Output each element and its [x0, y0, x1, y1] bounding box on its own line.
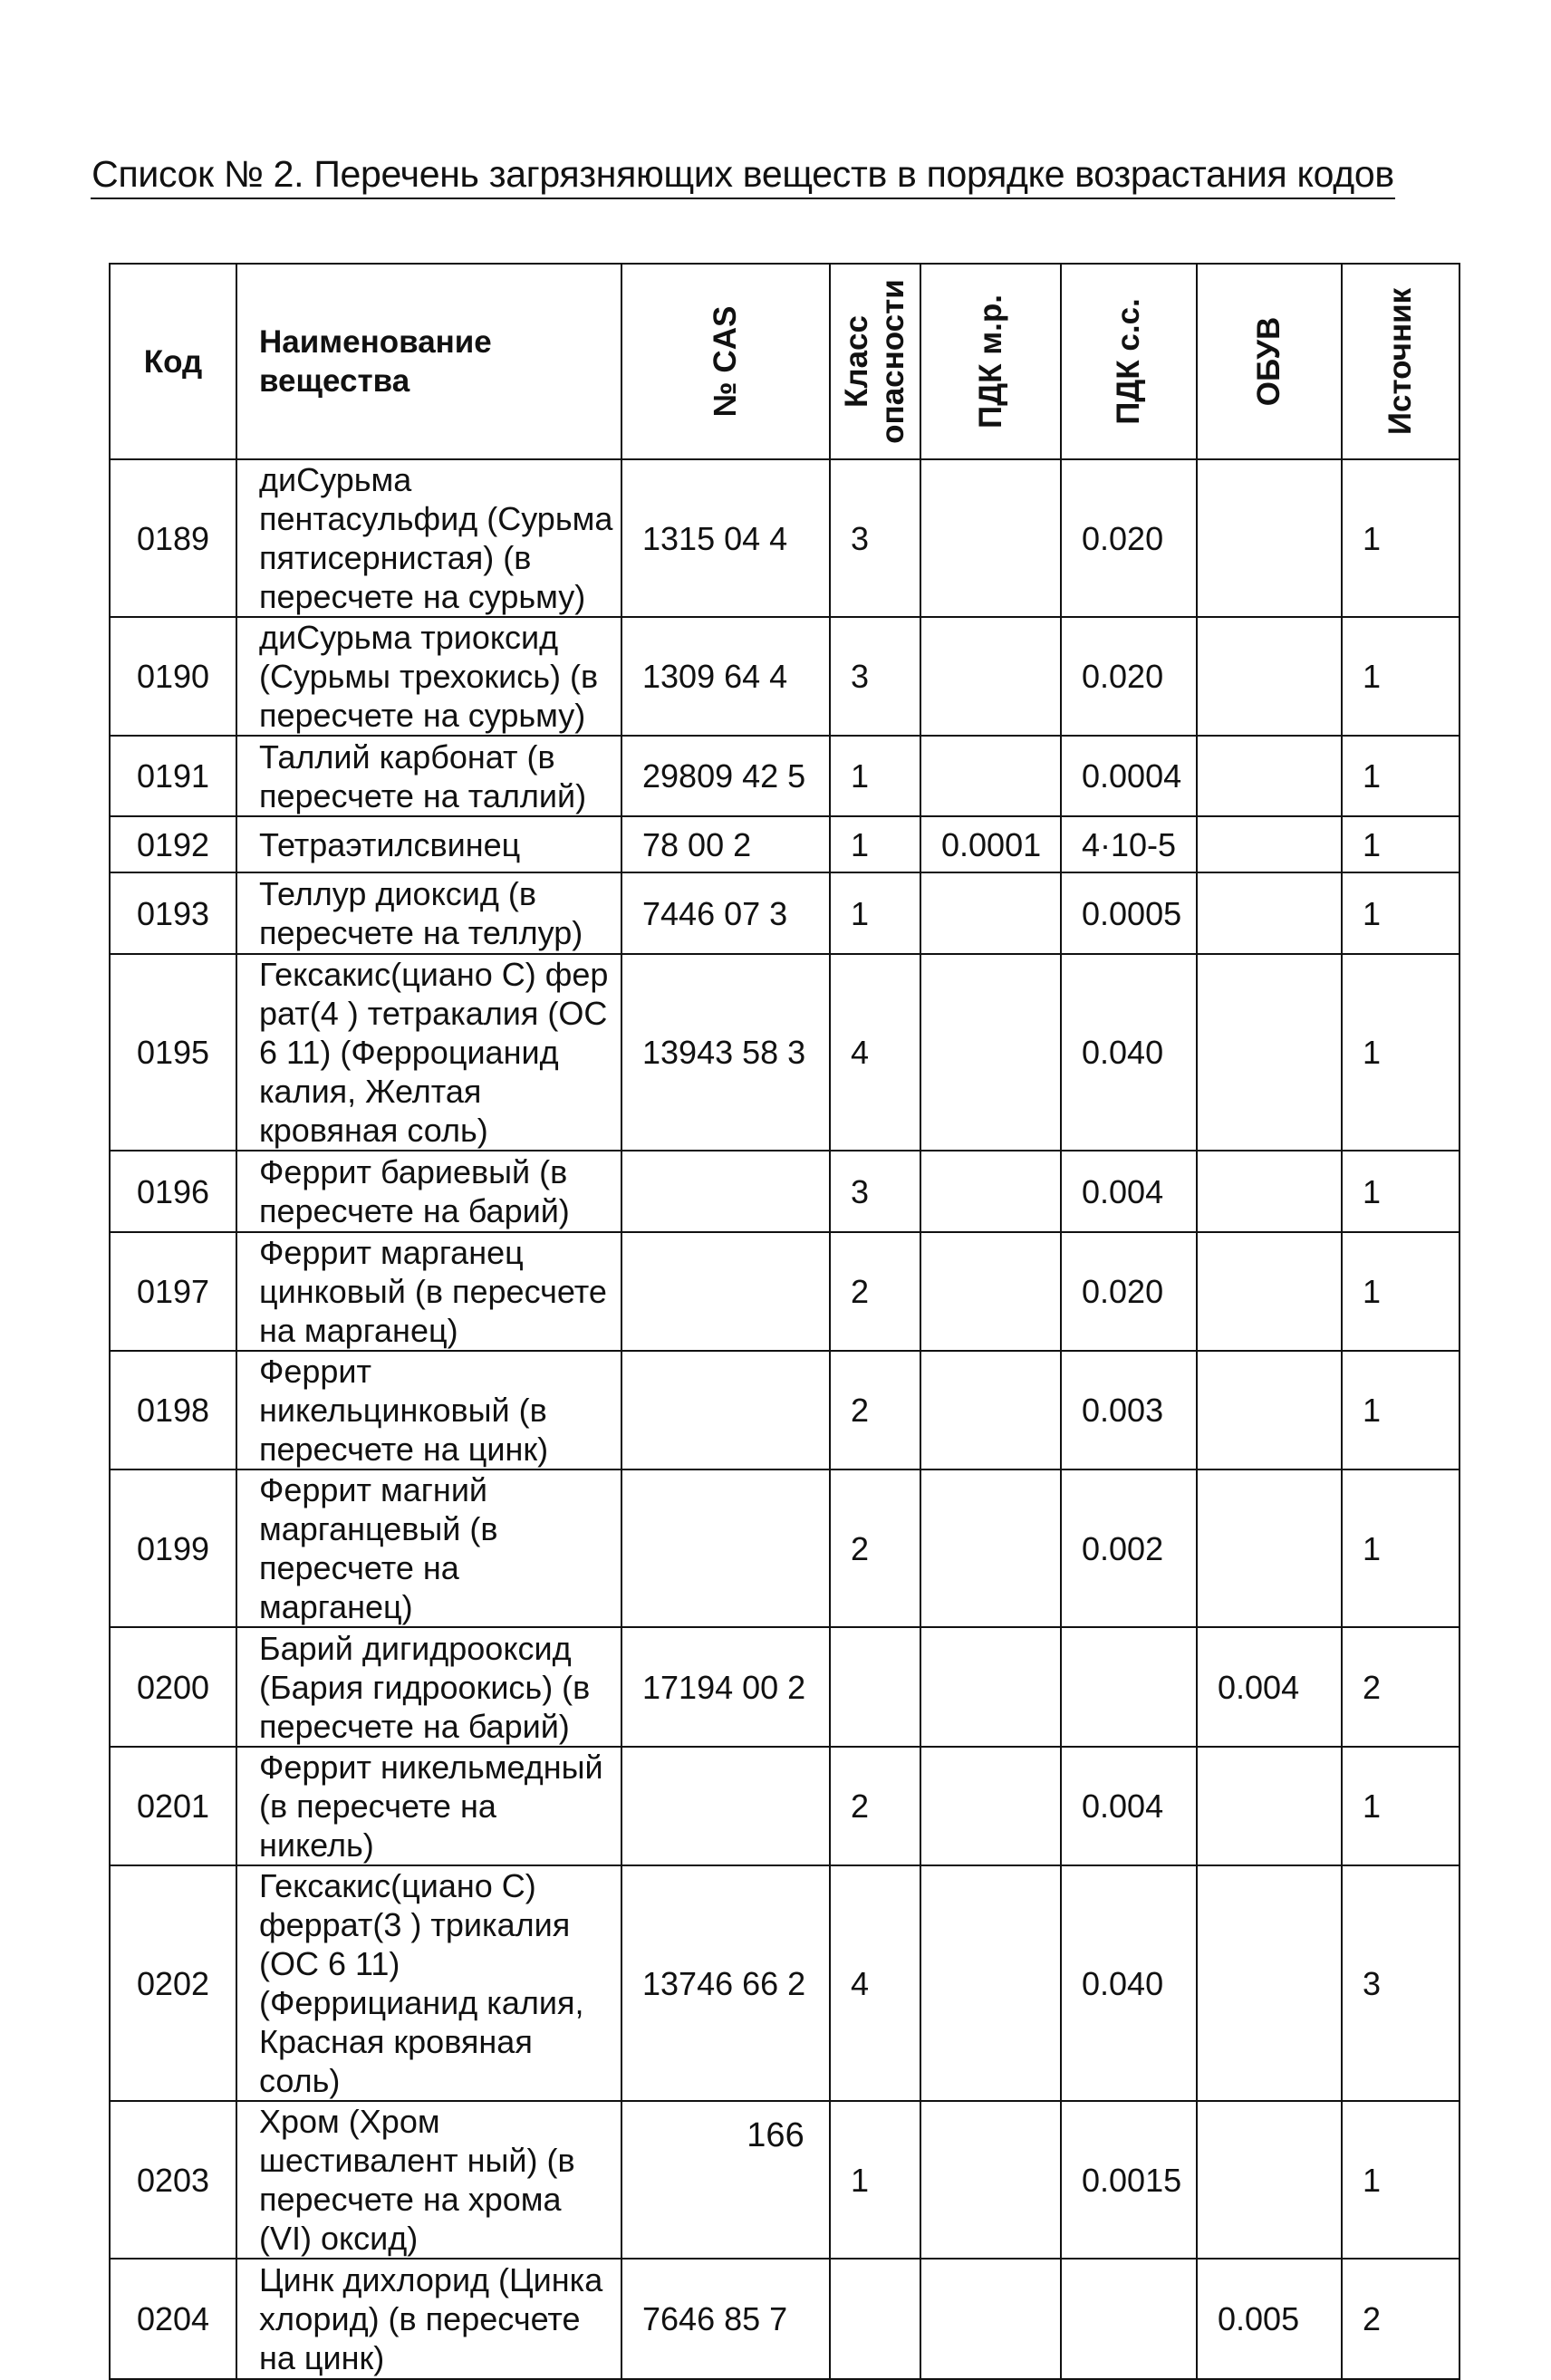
cell-source: 1 [1342, 2101, 1459, 2259]
cell-pdk-mr [920, 736, 1061, 816]
cell-obuv [1197, 736, 1342, 816]
header-pdk-mr [920, 264, 1061, 459]
cell-obuv [1197, 816, 1342, 872]
cell-source: 1 [1342, 816, 1459, 872]
cell-pdk-ss: 0.020 [1061, 617, 1197, 736]
cell-code: 0195 [110, 954, 236, 1151]
cell-code: 0193 [110, 872, 236, 954]
cell-cas: 1315 04 4 [621, 459, 830, 617]
header-class-label: Класс опасности [839, 279, 910, 444]
cell-class: 1 [830, 736, 920, 816]
table-row [110, 1232, 1459, 1351]
cell-cas [621, 1351, 830, 1469]
cell-source: 1 [1342, 872, 1459, 954]
cell-pdk-mr [920, 1469, 1061, 1627]
table-row [110, 2259, 1459, 2379]
cell-class [830, 1627, 920, 1747]
header-class [830, 264, 920, 459]
cell-pdk-ss: 0.040 [1061, 1865, 1197, 2101]
cell-source: 1 [1342, 1747, 1459, 1865]
cell-pdk-mr [920, 459, 1061, 617]
cell-obuv [1197, 1469, 1342, 1627]
cell-cas [621, 1232, 830, 1351]
cell-source: 1 [1342, 1469, 1459, 1627]
cell-pdk-ss: 0.040 [1061, 954, 1197, 1151]
cell-name: Теллур диоксид (в пересчете на теллур) [236, 872, 621, 954]
cell-pdk-ss: 0.0004 [1061, 736, 1197, 816]
cell-cas: 7646 85 7 [621, 2259, 830, 2379]
cell-obuv [1197, 1351, 1342, 1469]
substances-table [109, 263, 1460, 2380]
cell-obuv [1197, 1151, 1342, 1232]
cell-pdk-ss: 0.004 [1061, 1747, 1197, 1865]
cell-obuv: 0.005 [1197, 2259, 1342, 2379]
header-source-label: Источник [1382, 287, 1418, 436]
cell-source: 1 [1342, 736, 1459, 816]
cell-class: 2 [830, 1469, 920, 1627]
cell-obuv [1197, 872, 1342, 954]
cell-name: Феррит никельцинковый (в пересчете на цинк) [236, 1351, 621, 1469]
table-row [110, 1627, 1459, 1747]
cell-pdk-ss: 0.020 [1061, 1232, 1197, 1351]
cell-class: 3 [830, 617, 920, 736]
cell-obuv [1197, 459, 1342, 617]
table-row [110, 459, 1459, 617]
cell-class: 3 [830, 459, 920, 617]
cell-pdk-ss: 0.0005 [1061, 872, 1197, 954]
cell-class: 2 [830, 1232, 920, 1351]
cell-name: Гексакис(циано С) феррат(3 ) трикалия (ОС 6 11) (Феррицианид калия, Красная кровяная соль) [236, 1865, 621, 2101]
table-row [110, 736, 1459, 816]
cell-name: диСурьма триоксид (Сурьмы трехокись) (в пересчете на сурьму) [236, 617, 621, 736]
header-pdk-mr-label: ПДК м.р. [972, 294, 1008, 429]
cell-pdk-mr [920, 1627, 1061, 1747]
cell-pdk-ss: 0.0015 [1061, 2101, 1197, 2259]
cell-pdk-mr [920, 872, 1061, 954]
cell-obuv [1197, 1232, 1342, 1351]
cell-cas [621, 1469, 830, 1627]
cell-cas: 1309 64 4 [621, 617, 830, 736]
cell-code: 0201 [110, 1747, 236, 1865]
cell-name: Феррит марганец цинковый (в пересчете на марганец) [236, 1232, 621, 1351]
cell-pdk-mr [920, 1865, 1061, 2101]
table-row [110, 1151, 1459, 1232]
cell-name: Цинк дихлорид (Цинка хлорид) (в пересчете на цинк) [236, 2259, 621, 2379]
header-name: Наименование вещества [236, 264, 621, 459]
cell-name: Барий дигидрооксид (Бария гидроокись) (в пересчете на барий) [236, 1627, 621, 1747]
cell-cas [621, 1151, 830, 1232]
header-obuv-label: ОБУВ [1251, 316, 1286, 407]
table-row [110, 1747, 1459, 1865]
cell-code: 0204 [110, 2259, 236, 2379]
cell-class: 1 [830, 872, 920, 954]
cell-cas: 29809 42 5 [621, 736, 830, 816]
cell-pdk-mr [920, 954, 1061, 1151]
cell-source: 1 [1342, 1351, 1459, 1469]
cell-code: 0199 [110, 1469, 236, 1627]
cell-source: 1 [1342, 1151, 1459, 1232]
cell-code: 0197 [110, 1232, 236, 1351]
cell-obuv: 0.004 [1197, 1627, 1342, 1747]
table-row [110, 1351, 1459, 1469]
cell-code: 0191 [110, 736, 236, 816]
cell-name: Феррит бариевый (в пересчете на барий) [236, 1151, 621, 1232]
header-pdk-ss [1061, 264, 1197, 459]
cell-pdk-mr [920, 1151, 1061, 1232]
cell-cas: 7446 07 3 [621, 872, 830, 954]
header-obuv [1197, 264, 1342, 459]
header-code: Код [110, 264, 236, 459]
cell-pdk-mr [920, 1747, 1061, 1865]
page-number: 166 [747, 2116, 804, 2154]
cell-source: 1 [1342, 1232, 1459, 1351]
cell-code: 0200 [110, 1627, 236, 1747]
cell-code: 0203 [110, 2101, 236, 2259]
cell-cas [621, 1747, 830, 1865]
cell-pdk-mr [920, 617, 1061, 736]
cell-class: 2 [830, 1351, 920, 1469]
cell-pdk-ss: 0.002 [1061, 1469, 1197, 1627]
cell-obuv [1197, 617, 1342, 736]
cell-class: 1 [830, 2101, 920, 2259]
cell-source: 1 [1342, 459, 1459, 617]
cell-code: 0192 [110, 816, 236, 872]
table-row [110, 1469, 1459, 1627]
cell-name: Гексакис(циано С) фер рат(4 ) тетракалия (ОС 6 11) (Ферроцианид калия, Желтая кровяная соль) [236, 954, 621, 1151]
cell-code: 0189 [110, 459, 236, 617]
header-cas [621, 264, 830, 459]
cell-cas: 78 00 2 [621, 816, 830, 872]
cell-class: 3 [830, 1151, 920, 1232]
header-source [1342, 264, 1459, 459]
page-title: Список № 2. Перечень загрязняющих веществ в порядке возрастания кодов [92, 153, 1394, 195]
cell-pdk-ss: 0.004 [1061, 1151, 1197, 1232]
cell-code: 0198 [110, 1351, 236, 1469]
table-row [110, 617, 1459, 736]
header-cas-label: № CAS [708, 305, 743, 418]
cell-pdk-ss: 0.020 [1061, 459, 1197, 617]
cell-class [830, 2259, 920, 2379]
header-row [110, 264, 1459, 459]
cell-class: 1 [830, 816, 920, 872]
cell-cas: 13943 58 3 [621, 954, 830, 1151]
table-row [110, 816, 1459, 872]
table-row [110, 872, 1459, 954]
cell-source: 1 [1342, 954, 1459, 1151]
cell-code: 0190 [110, 617, 236, 736]
cell-source: 1 [1342, 617, 1459, 736]
cell-class: 4 [830, 1865, 920, 2101]
cell-code: 0202 [110, 1865, 236, 2101]
cell-pdk-ss: 4·10-5 [1061, 816, 1197, 872]
cell-pdk-ss [1061, 1627, 1197, 1747]
cell-pdk-ss: 0.003 [1061, 1351, 1197, 1469]
cell-source: 3 [1342, 1865, 1459, 2101]
header-pdk-ss-label: ПДК с.с. [1111, 298, 1146, 425]
cell-cas: 13746 66 2 [621, 1865, 830, 2101]
table-row [110, 1865, 1459, 2101]
cell-pdk-mr: 0.0001 [920, 816, 1061, 872]
cell-obuv [1197, 954, 1342, 1151]
cell-source: 2 [1342, 1627, 1459, 1747]
cell-code: 0196 [110, 1151, 236, 1232]
cell-pdk-mr [920, 1232, 1061, 1351]
cell-name: Хром (Хром шестивалент ный) (в пересчете на хрома (VI) оксид) [236, 2101, 621, 2259]
cell-name: Таллий карбонат (в пересчете на таллий) [236, 736, 621, 816]
cell-name: диСурьма пентасульфид (Сурьма пятисернистая) (в пересчете на сурьму) [236, 459, 621, 617]
cell-obuv [1197, 1747, 1342, 1865]
cell-source: 2 [1342, 2259, 1459, 2379]
cell-class: 2 [830, 1747, 920, 1865]
cell-pdk-mr [920, 2259, 1061, 2379]
title-rule [91, 198, 1395, 199]
table-row [110, 954, 1459, 1151]
cell-cas: 17194 00 2 [621, 1627, 830, 1747]
cell-pdk-mr [920, 1351, 1061, 1469]
cell-obuv [1197, 1865, 1342, 2101]
cell-class: 4 [830, 954, 920, 1151]
cell-name: Феррит никельмедный (в пересчете на никель) [236, 1747, 621, 1865]
cell-name: Тетраэтилсвинец [236, 816, 621, 872]
cell-name: Феррит магний марганцевый (в пересчете на марганец) [236, 1469, 621, 1627]
cell-pdk-ss [1061, 2259, 1197, 2379]
